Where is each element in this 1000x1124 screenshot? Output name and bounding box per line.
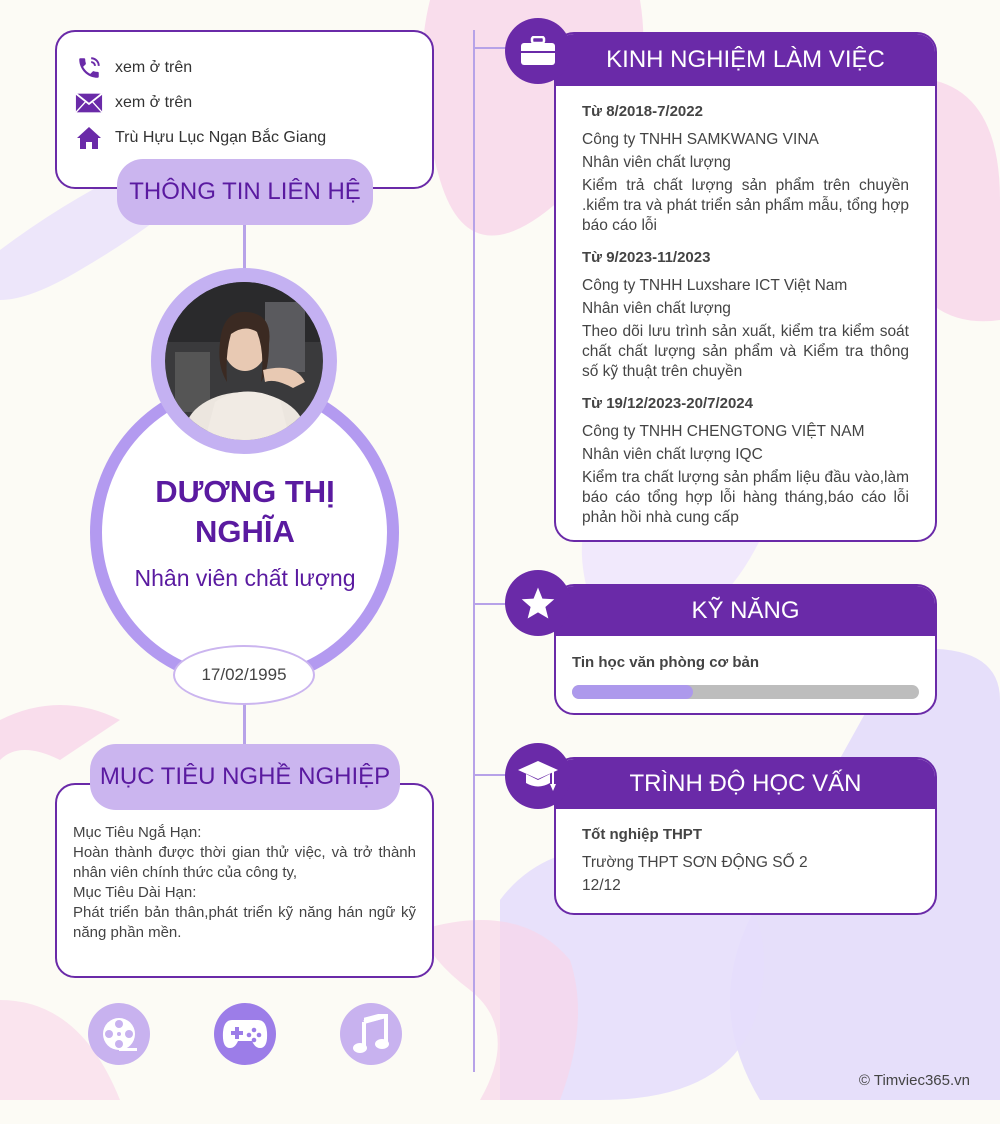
experience-description: Kiểm trả chất lượng sản phẩm trên chuyền .kiểm tra và phát triển sản phẩm mẫu, tổng hợp báo cáo lỗi [582,177,909,234]
graduation-cap-icon [505,743,571,809]
avatar-frame [151,268,337,454]
contact-phone-text: xem ở trên [115,58,193,76]
experience-company: Công ty TNHH CHENGTONG VIỆT NAM [582,423,865,440]
experience-item [582,102,909,236]
skills-box [554,584,937,715]
education-heading: TRÌNH ĐỘ HỌC VẤN [556,759,935,809]
phone-icon [75,54,103,82]
goal-line: Hoàn thành được thời gian thử việc, và trở thành nhân viên chính thức của công ty, [73,844,416,881]
contact-email-text: xem ở trên [115,93,193,111]
film-reel-icon [88,1003,150,1065]
copyright: © Timviec365.vn [858,1072,970,1089]
experience-position: Nhân viên chất lượng [582,300,731,317]
skills-heading: KỸ NĂNG [556,586,935,636]
briefcase-icon [505,18,571,84]
education-grade: 12/12 [582,877,621,894]
contact-address-row [57,120,432,155]
timeline-line [473,30,475,1072]
experience-company: Công ty TNHH Luxshare ICT Việt Nam [582,277,848,294]
skill-bar [572,685,919,699]
experience-position: Nhân viên chất lượng [582,154,731,171]
experience-date: Từ 8/2018-7/2022 [582,103,703,120]
career-goal-heading: MỤC TIÊU NGHỀ NGHIỆP [90,744,400,810]
experience-item [582,248,909,382]
experience-item [582,394,909,528]
experience-date: Từ 9/2023-11/2023 [582,249,711,266]
mail-icon [75,89,103,117]
experience-description: Kiểm tra chất lượng sản phẩm liệu đầu vào,làm báo cáo tổng hợp lỗi hàng tháng,báo cáo lỗi phản hồi nhà cung cấp [582,469,909,526]
contact-email-row [57,85,432,120]
experience-description: Theo dõi lưu trình sản xuất, kiểm tra kiểm soát chất chất lượng sản phẩm và Kiểm tra thông số kỹ thuật trên chuyền [582,323,909,380]
career-goal-box [55,783,434,978]
job-title: Nhân viên chất lượng [134,565,356,591]
gamepad-icon [214,1003,276,1065]
date-of-birth: 17/02/1995 [173,645,315,705]
contact-heading: THÔNG TIN LIÊN HỆ [117,159,373,225]
experience-box [554,32,937,542]
experience-position: Nhân viên chất lượng IQC [582,446,763,463]
experience-company: Công ty TNHH SAMKWANG VINA [582,131,819,148]
experience-date: Từ 19/12/2023-20/7/2024 [582,395,753,412]
star-icon [505,570,571,636]
connector-line [243,704,246,746]
education-box [554,757,937,915]
education-degree: Tốt nghiệp THPT [582,826,702,843]
full-name: DƯƠNG THỊ NGHĨA [155,474,335,549]
connector-line [243,225,246,273]
goal-line: Mục Tiêu Dài Hạn: [73,884,197,901]
home-icon [75,124,103,152]
contact-address-text: Trù Hựu Lục Ngạn Bắc Giang [115,128,327,146]
music-note-icon [340,1003,402,1065]
skill-bar-fill [572,685,693,699]
goal-line: Mục Tiêu Ngắ Hạn: [73,824,202,841]
skill-name: Tin học văn phòng cơ bản [572,654,760,671]
goal-line: Phát triển bản thân,phát triển kỹ năng hán ngữ kỹ năng phần mền. [73,904,416,941]
contact-phone-row [57,50,432,85]
avatar [165,282,323,440]
experience-heading: KINH NGHIỆM LÀM VIỆC [556,34,935,86]
education-school: Trường THPT SƠN ĐỘNG SỐ 2 [582,854,808,871]
